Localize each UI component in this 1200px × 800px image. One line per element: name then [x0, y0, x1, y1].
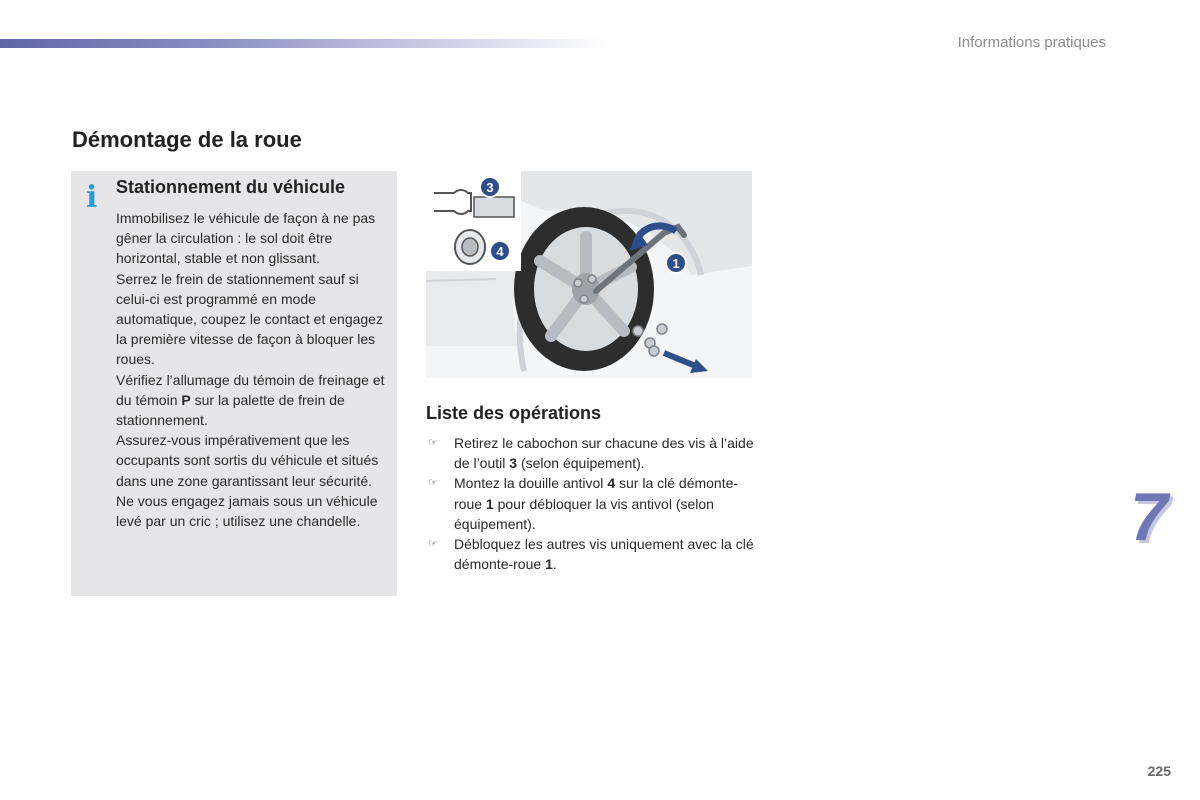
operation-text: Retirez le cabochon sur chacune des vis à l’aide de l’outil: [454, 435, 754, 472]
tool-ref-1: 1: [545, 556, 553, 573]
page-number: 225: [1147, 763, 1171, 779]
operation-item: [426, 433, 756, 473]
info-box: [71, 171, 397, 596]
car-bumper: [426, 263, 521, 346]
info-icon: i: [86, 180, 98, 215]
operation-text: .: [552, 556, 557, 573]
section-title: Informations pratiques: [957, 34, 1106, 51]
pointing-hand-icon: ☞: [428, 437, 438, 449]
info-bold-p: P: [181, 391, 191, 408]
callout-1-label: 1: [672, 256, 680, 271]
info-box-text: [116, 208, 394, 531]
tool-ref-1: 1: [485, 495, 494, 512]
operation-text: pour débloquer la vis antivol (selon équipement).: [454, 495, 714, 532]
callout-3-label: 3: [486, 180, 494, 195]
operations-list: [426, 433, 756, 574]
info-text-span: Vérifiez l’allumage du témoin de freinage et du témoin: [116, 371, 385, 408]
page-heading: Démontage de la roue: [72, 127, 302, 152]
operations-heading: Liste des opérations: [426, 403, 602, 423]
pointing-hand-icon: ☞: [428, 477, 438, 490]
info-paragraph: Assurez-vous impérativement que les occupants sont sortis du véhicule et situés dans une zone garantissant leur sécurité.: [116, 432, 379, 489]
info-text-span: sur la palette de frein de stationnement.: [116, 391, 345, 429]
operation-text: Débloquez les autres vis uniquement avec la clé démonte-roue: [454, 536, 754, 573]
operation-item: [426, 473, 756, 534]
tool-3-body: [474, 197, 514, 217]
operation-item: [426, 534, 756, 574]
info-paragraph: Immobilisez le véhicule de façon à ne pas gêner la circulation : le sol doit être horizontal, stable et non glissant.: [116, 210, 376, 267]
info-paragraph: Serrez le frein de stationnement sauf si celui-ci est programmé en mode automatique, coupez le contact et engagez la première vitesse de façon à bloquer les roues.: [116, 270, 383, 368]
wheel-removal-illustration: [426, 171, 752, 378]
info-paragraph: Ne vous engagez jamais sous un véhicule levé par un cric ; utilisez une chandelle.: [116, 492, 378, 530]
header-color-band: [0, 39, 610, 48]
operation-text: Montez la douille antivol: [454, 475, 608, 492]
callout-4-label: 4: [496, 244, 504, 259]
info-box-title: Stationnement du véhicule: [116, 177, 346, 197]
pointing-hand-icon: ☞: [428, 538, 438, 551]
operation-text: sur la clé démonte-roue: [454, 475, 739, 512]
tool-4-socket-inner: [462, 238, 478, 256]
tool-ref-4: 4: [607, 475, 616, 492]
chapter-number: 7: [1130, 479, 1168, 555]
tool-ref-3: 3: [509, 455, 518, 472]
info-paragraph: [116, 370, 394, 431]
operation-text: (selon équipement).: [517, 455, 645, 472]
